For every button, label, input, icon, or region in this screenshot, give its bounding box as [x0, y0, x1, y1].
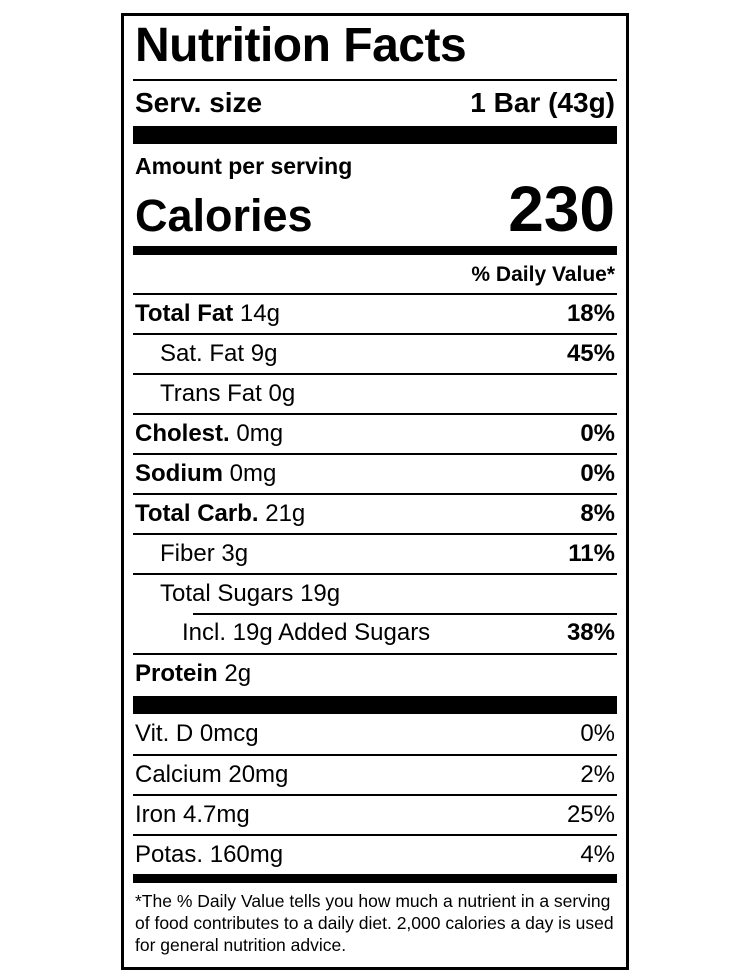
micronutrient-name: Potas.	[135, 840, 204, 868]
micronutrient-name: Vit. D	[135, 719, 194, 747]
medium-separator-bar-footnote	[133, 874, 617, 883]
micronutrient-amount: 4.7mg	[183, 800, 250, 828]
nutrient-dv: 11%	[568, 539, 615, 567]
calories-label: Calories	[135, 190, 313, 242]
micronutrient-amount: 160mg	[209, 840, 284, 868]
nutrient-dv: 8%	[580, 499, 615, 527]
nutrient-name: Total Sugars	[160, 579, 294, 607]
daily-value-header: % Daily Value*	[471, 262, 615, 286]
nutrient-dv: 0%	[580, 419, 615, 447]
nutrient-amount: 19g	[300, 579, 341, 607]
nutrient-name: Total Fat	[135, 299, 234, 327]
thick-separator-bar-top	[133, 126, 617, 144]
micronutrient-dv: 0%	[580, 719, 615, 747]
nutrient-rows	[133, 293, 617, 693]
nutrient-dv: 38%	[566, 618, 615, 646]
micronutrient-amount: 0mcg	[199, 719, 259, 747]
daily-value-footnote: *The % Daily Value tells you how much a nutrient in a serving of food contributes to a daily diet. 2,000 calories a day is used for general nutrition advice.	[135, 890, 614, 956]
serving-size-label: Serv. size	[135, 87, 263, 119]
nutrient-amount: 3g	[221, 539, 249, 567]
micronutrient-dv: 4%	[580, 840, 615, 868]
nutrient-row-protein	[133, 653, 617, 693]
nutrient-row-added-sugars	[133, 613, 617, 653]
nutrient-amount: 0g	[268, 379, 296, 407]
micronutrient-row-iron	[133, 794, 617, 834]
nutrient-row-total-sugars	[133, 573, 617, 613]
nutrient-name: Fiber	[160, 539, 215, 567]
nutrient-name: Incl. 19g Added Sugars	[182, 618, 431, 646]
nutrient-name: Total Carb.	[135, 499, 259, 527]
nutrient-dv: 45%	[566, 339, 615, 367]
nutrient-name: Sat. Fat	[160, 339, 245, 367]
nutrient-row-sodium	[133, 453, 617, 493]
nutrient-name: Protein	[135, 659, 218, 687]
nutrition-facts-label	[121, 13, 629, 970]
nutrient-row-sat-fat	[133, 333, 617, 373]
micronutrient-amount: 20mg	[228, 760, 289, 788]
nutrient-amount: 21g	[265, 499, 306, 527]
nutrient-row-total-fat	[133, 293, 617, 333]
amount-per-serving-label: Amount per serving	[135, 152, 353, 179]
thick-separator-bar-bottom	[133, 696, 617, 714]
nutrient-dv: 18%	[566, 299, 615, 327]
label-title: Nutrition Facts	[135, 19, 467, 72]
micronutrient-name: Iron	[135, 800, 177, 828]
nutrient-amount: 9g	[250, 339, 278, 367]
nutrient-row-fiber	[133, 533, 617, 573]
nutrient-amount: 2g	[224, 659, 252, 687]
micronutrient-row-calcium	[133, 754, 617, 794]
nutrient-amount: 0mg	[236, 419, 284, 447]
micronutrient-name: Calcium	[135, 760, 222, 788]
micronutrient-dv: 25%	[566, 800, 615, 828]
micronutrient-rows	[133, 714, 617, 874]
micronutrient-row-potassium	[133, 834, 617, 874]
micronutrient-dv: 2%	[580, 760, 615, 788]
nutrient-amount: 0mg	[229, 459, 277, 487]
nutrient-row-trans-fat	[133, 373, 617, 413]
nutrient-row-cholesterol	[133, 413, 617, 453]
serving-size-row	[133, 81, 617, 126]
nutrient-amount: 14g	[239, 299, 280, 327]
nutrient-name: Trans Fat	[160, 379, 262, 407]
nutrient-name: Cholest.	[135, 419, 230, 447]
nutrient-name: Sodium	[135, 459, 223, 487]
calories-row	[133, 173, 617, 246]
micronutrient-row-vitamin-d	[133, 714, 617, 754]
nutrient-row-total-carb	[133, 493, 617, 533]
nutrient-dv: 0%	[580, 459, 615, 487]
serving-size-value: 1 Bar (43g)	[470, 87, 615, 119]
medium-separator-bar-calories	[133, 246, 617, 255]
calories-value: 230	[508, 173, 615, 246]
